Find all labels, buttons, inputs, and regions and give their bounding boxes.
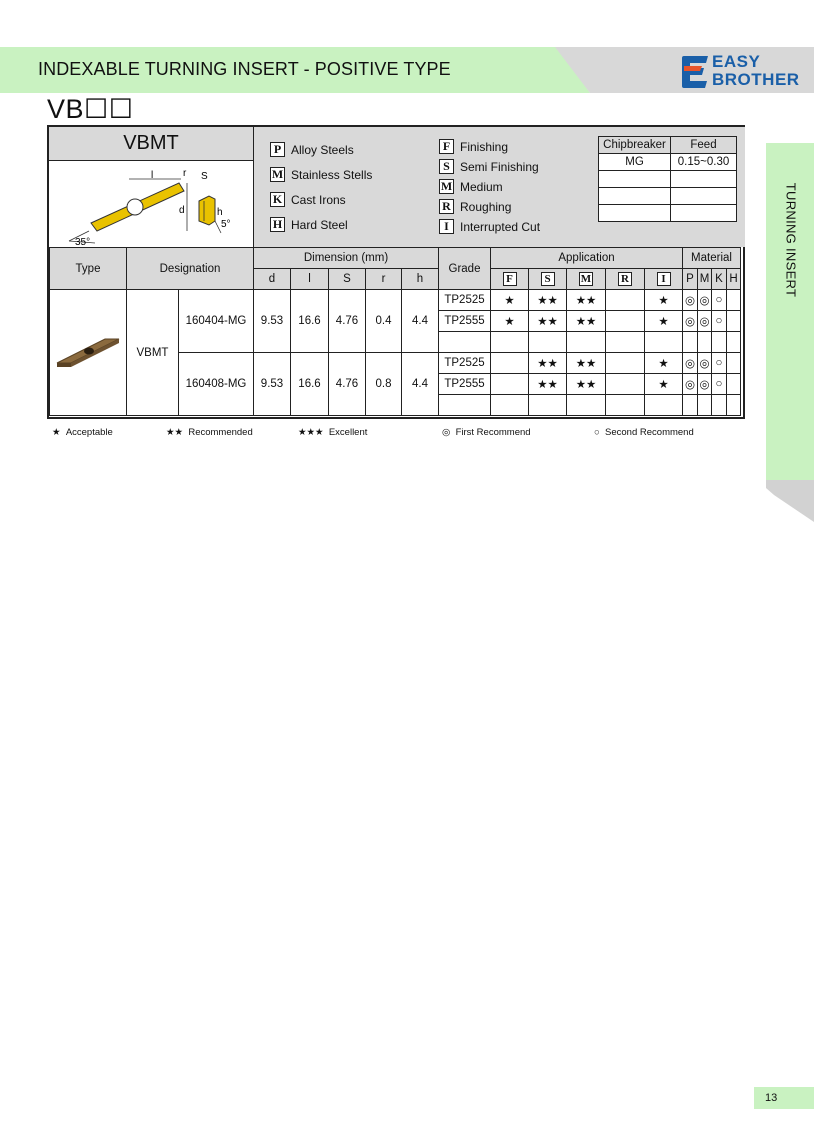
insert-name-header: VBMT (49, 127, 253, 160)
diagram-label-r: r (183, 168, 187, 179)
app-cell: ★ (645, 311, 683, 332)
designation-code: 160408-MG (179, 353, 254, 416)
app-legend-item-s (439, 159, 539, 174)
app-cell: ★★ (567, 290, 606, 311)
grade-cell: TP2525 (439, 353, 491, 374)
type-header: Type (50, 248, 127, 290)
grade-header: Grade (439, 248, 491, 290)
mat-cell: ◎ (698, 311, 712, 332)
app-cell: ★ (645, 374, 683, 395)
dim-h: 4.4 (402, 290, 439, 353)
dim-s: 4.76 (329, 353, 366, 416)
app-legend-item-r (439, 199, 511, 214)
app-cell: ★ (645, 290, 683, 311)
app-cell (645, 395, 683, 416)
insert-drawing-icon (49, 161, 253, 248)
dim-col-l: l (291, 269, 329, 290)
app-legend-key-i: I (439, 219, 454, 234)
dim-col-d: d (254, 269, 291, 290)
dim-h: 4.4 (402, 353, 439, 416)
grade-cell (439, 395, 491, 416)
legend-label-p: Alloy Steels (291, 142, 354, 157)
legend-panel (253, 127, 745, 247)
mat-cell (727, 353, 741, 374)
app-cell (567, 332, 606, 353)
app-cell (606, 332, 645, 353)
mat-cell (727, 374, 741, 395)
app-cell (491, 332, 529, 353)
app-cell: ★★ (529, 374, 567, 395)
diagram-angle-label: 35° (75, 237, 91, 248)
table-row (50, 290, 741, 311)
mat-cell: ◎ (698, 374, 712, 395)
app-legend-label-i: Interrupted Cut (460, 219, 541, 234)
mat-col-k: K (712, 269, 727, 290)
chipbreaker-value: MG (599, 154, 671, 171)
app-legend-key-s: S (439, 159, 454, 174)
app-cell (529, 395, 567, 416)
app-col-m: M (567, 269, 606, 290)
page-title: INDEXABLE TURNING INSERT - POSITIVE TYPE (38, 59, 451, 79)
feed-empty-cell (671, 188, 737, 205)
star-icon: ★ (52, 427, 61, 438)
dimension-header: Dimension (mm) (254, 248, 439, 269)
app-col-f: F (491, 269, 529, 290)
circle-icon: ○ (594, 427, 600, 438)
mat-cell: ○ (712, 353, 727, 374)
diagram-label-d: d (179, 205, 185, 216)
series-name-cell: VBMT (127, 290, 179, 416)
chipbreaker-empty-cell (599, 188, 671, 205)
side-tab-shadow (766, 480, 814, 522)
legend-item-m (270, 167, 372, 182)
app-cell: ★★ (567, 311, 606, 332)
app-cell (529, 332, 567, 353)
legend-key-k: K (270, 192, 285, 207)
app-cell (645, 332, 683, 353)
brand-logo (680, 52, 810, 92)
spec-grid (49, 247, 741, 416)
legend-key-m: M (271, 167, 284, 181)
dim-l: 16.6 (291, 290, 329, 353)
three-star-icon: ★★★ (298, 427, 324, 438)
mat-cell (698, 332, 712, 353)
legend-item-p (270, 142, 354, 157)
app-legend-item-m (439, 179, 503, 194)
mat-col-h: H (727, 269, 741, 290)
logo-text-easy: EASY (712, 52, 761, 71)
app-cell (606, 311, 645, 332)
logo-mark-icon (680, 54, 710, 90)
footer-legend-excellent: ★★★ Excellent (298, 427, 368, 438)
double-circle-icon: ◎ (442, 427, 451, 438)
mat-col-m: M (698, 269, 712, 290)
legend-item-k (270, 192, 346, 207)
app-cell: ★★ (529, 290, 567, 311)
mat-cell (727, 395, 741, 416)
legend-label-k: Cast Irons (291, 192, 346, 207)
grade-cell: TP2525 (439, 290, 491, 311)
app-col-r: R (606, 269, 645, 290)
grade-cell: TP2555 (439, 311, 491, 332)
app-cell (606, 395, 645, 416)
legend-key-p: P (270, 142, 285, 157)
designation-header: Designation (127, 248, 254, 290)
app-legend-key-r: R (439, 199, 454, 214)
legend-label-m: Stainless Stells (291, 167, 373, 182)
mat-cell: ○ (712, 311, 727, 332)
application-header: Application (491, 248, 683, 269)
mat-cell (727, 311, 741, 332)
grade-cell: TP2555 (439, 374, 491, 395)
mat-cell: ◎ (683, 374, 698, 395)
insert-diagram (49, 160, 253, 247)
app-cell (567, 395, 606, 416)
app-cell (491, 353, 529, 374)
footer-legend-acceptable: ★ Acceptable (52, 427, 113, 438)
diagram-label-s: S (201, 171, 208, 182)
feed-empty-cell (671, 205, 737, 222)
app-cell (606, 374, 645, 395)
dim-col-h: h (402, 269, 439, 290)
dim-r: 0.4 (366, 290, 402, 353)
dim-r: 0.8 (366, 353, 402, 416)
app-cell: ★★ (567, 374, 606, 395)
mat-cell (683, 332, 698, 353)
feed-header: Feed (671, 137, 737, 154)
app-legend-label-r: Roughing (460, 199, 512, 214)
mat-cell: ◎ (683, 353, 698, 374)
mat-cell (727, 332, 741, 353)
app-legend-item-i (439, 219, 540, 234)
diagram-label-l: l (151, 170, 154, 181)
mat-cell: ◎ (698, 290, 712, 311)
app-col-s: S (529, 269, 567, 290)
app-cell: ★★ (529, 353, 567, 374)
page-number: 13 (754, 1087, 814, 1109)
mat-cell (712, 395, 727, 416)
dim-s: 4.76 (329, 290, 366, 353)
mat-cell: ◎ (683, 290, 698, 311)
app-cell: ★ (491, 290, 529, 311)
insert-photo (50, 290, 127, 416)
diagram-label-h: h (217, 207, 223, 218)
footer-legend-first: ◎ First Recommend (442, 427, 531, 438)
designation-code: 160404-MG (179, 290, 254, 353)
mat-col-p: P (683, 269, 698, 290)
app-cell (491, 395, 529, 416)
two-star-icon: ★★ (166, 427, 184, 438)
mat-cell: ◎ (683, 311, 698, 332)
legend-item-h (270, 217, 348, 232)
mat-cell: ◎ (698, 353, 712, 374)
product-table (47, 125, 745, 419)
app-cell (491, 374, 529, 395)
legend-label-h: Hard Steel (291, 217, 348, 232)
app-legend-item-f (439, 139, 508, 154)
mat-cell: ○ (712, 290, 727, 311)
app-cell: ★ (491, 311, 529, 332)
diagram-clearance-label: 5° (221, 219, 231, 230)
series-title: VB☐☐ (47, 94, 134, 124)
app-legend-label-m: Medium (460, 179, 503, 194)
app-legend-key-m: M (440, 179, 453, 193)
mat-cell (698, 395, 712, 416)
feed-value: 0.15~0.30 (671, 154, 737, 171)
legend-key-h: H (270, 217, 285, 232)
feed-empty-cell (671, 171, 737, 188)
grade-cell (439, 332, 491, 353)
side-tab-label: TURNING INSERT (783, 182, 799, 298)
app-cell: ★★ (567, 353, 606, 374)
app-legend-label-s: Semi Finishing (460, 159, 539, 174)
dim-d: 9.53 (254, 353, 291, 416)
app-cell: ★★ (529, 311, 567, 332)
app-cell (606, 353, 645, 374)
mat-cell: ○ (712, 374, 727, 395)
app-col-i: I (645, 269, 683, 290)
dim-l: 16.6 (291, 353, 329, 416)
material-header: Material (683, 248, 741, 269)
insert-photo-icon (53, 331, 123, 371)
logo-text-brother: BROTHER (712, 70, 800, 89)
dim-col-r: r (366, 269, 402, 290)
app-cell: ★ (645, 353, 683, 374)
dim-col-s: S (329, 269, 366, 290)
chipbreaker-header: Chipbreaker (599, 137, 671, 154)
footer-legend-recommended: ★★ Recommended (166, 427, 253, 438)
app-legend-key-f: F (439, 139, 454, 154)
mat-cell (712, 332, 727, 353)
chipbreaker-empty-cell (599, 171, 671, 188)
chipbreaker-empty-cell (599, 205, 671, 222)
app-legend-label-f: Finishing (460, 139, 509, 154)
chipbreaker-table (598, 136, 737, 222)
app-cell (606, 290, 645, 311)
mat-cell (727, 290, 741, 311)
footer-legend-second: ○ Second Recommend (594, 427, 694, 438)
dim-d: 9.53 (254, 290, 291, 353)
mat-cell (683, 395, 698, 416)
